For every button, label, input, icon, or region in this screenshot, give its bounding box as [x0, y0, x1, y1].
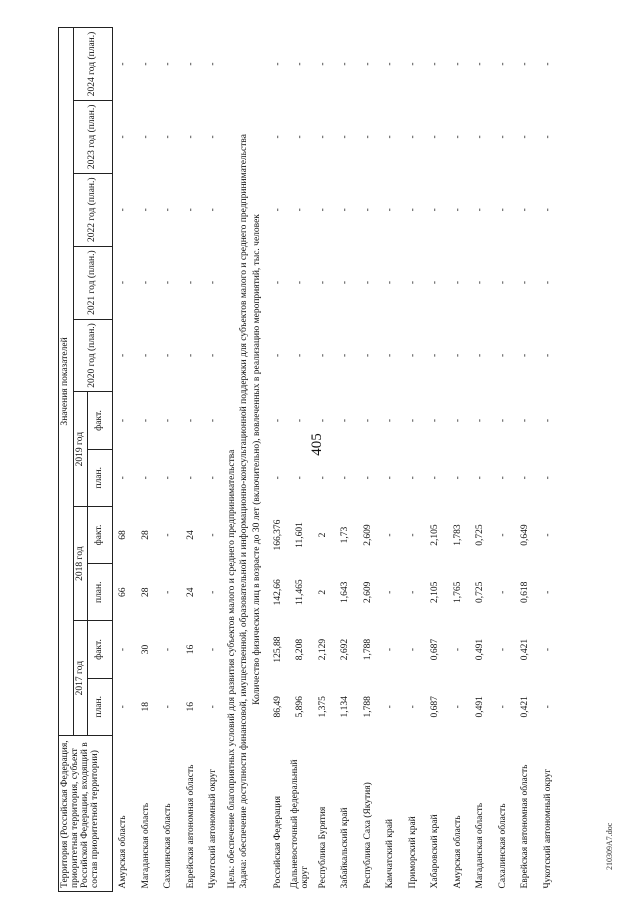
value-cell: 2,129: [317, 638, 328, 661]
year-2024-header: 2024 год (план.): [74, 28, 113, 101]
value-cell: -: [452, 281, 463, 285]
value-cell: -: [185, 353, 196, 358]
territory-name: Еврейская автономная область: [185, 764, 196, 889]
value-cell: -: [317, 135, 328, 139]
territory-name: Хабаровский край: [430, 814, 441, 889]
value-cell: -: [520, 418, 531, 423]
value-cell: -: [118, 705, 129, 709]
value-cell: -: [385, 208, 396, 212]
table-row: [181, 28, 204, 892]
value-cell: -: [542, 135, 553, 139]
value-cell: -: [385, 476, 396, 480]
value-cell: -: [208, 647, 219, 652]
table-row: [380, 28, 403, 892]
value-cell: -: [497, 62, 508, 66]
goal-section: [226, 28, 268, 892]
table-row: [158, 28, 181, 892]
value-cell: -: [340, 476, 351, 480]
value-cell: -: [407, 135, 418, 139]
value-cell: -: [475, 62, 486, 66]
value-cell: 1,783: [452, 524, 463, 546]
value-cell: -: [118, 647, 129, 652]
value-cell: 1,788: [362, 696, 373, 718]
value-cell: 8,208: [295, 638, 306, 661]
value-cell: -: [407, 590, 418, 594]
value-cell: -: [163, 353, 174, 358]
value-cell: -: [272, 281, 283, 285]
value-cell: 16: [185, 702, 196, 712]
value-cell: 2: [317, 589, 328, 595]
value-cell: -: [340, 418, 351, 423]
year-2020-header: 2020 год (план.): [74, 319, 113, 392]
territory-name: Дальневосточный федеральный округ: [290, 759, 311, 889]
value-cell: -: [163, 533, 174, 537]
value-cell: -: [497, 476, 508, 480]
value-cell: 2: [317, 532, 328, 538]
value-cell: -: [208, 418, 219, 423]
territory-name: Республика Бурятия: [317, 806, 328, 889]
value-cell: -: [475, 418, 486, 423]
value-cell: -: [407, 647, 418, 652]
value-cell: -: [340, 281, 351, 285]
value-cell: -: [295, 476, 306, 480]
values-group-header: Значения показателей: [59, 28, 74, 736]
value-cell: -: [140, 353, 151, 358]
value-cell: -: [208, 281, 219, 285]
value-cell: -: [362, 353, 373, 358]
value-cell: -: [140, 476, 151, 480]
year-2018-header: 2018 год: [74, 506, 88, 621]
indicator-table: [58, 27, 560, 892]
value-cell: 86,49: [272, 696, 283, 718]
value-cell: -: [385, 62, 396, 66]
value-cell: -: [385, 418, 396, 423]
value-cell: -: [272, 62, 283, 66]
value-cell: -: [362, 476, 373, 480]
value-cell: -: [385, 647, 396, 652]
value-cell: -: [542, 62, 553, 66]
value-cell: -: [163, 476, 174, 480]
territory-name: Амурская область: [452, 815, 463, 889]
value-cell: -: [118, 476, 129, 480]
value-cell: -: [497, 418, 508, 423]
value-cell: -: [407, 476, 418, 480]
table-row: [357, 28, 380, 892]
value-cell: -: [295, 62, 306, 66]
value-cell: -: [475, 476, 486, 480]
value-cell: -: [185, 208, 196, 212]
value-cell: -: [340, 208, 351, 212]
year-2021-header: 2021 год (план.): [74, 246, 113, 319]
value-cell: -: [520, 281, 531, 285]
value-cell: -: [118, 208, 129, 212]
value-cell: -: [317, 353, 328, 358]
table-row: [290, 28, 313, 892]
value-cell: -: [542, 705, 553, 709]
value-cell: -: [497, 705, 508, 709]
value-cell: 24: [185, 530, 196, 540]
value-cell: -: [118, 418, 129, 423]
table-row: [267, 28, 290, 892]
value-cell: 2,105: [430, 581, 441, 603]
value-cell: -: [430, 353, 441, 358]
territory-name: Республика Саха (Якутия): [362, 782, 373, 889]
value-cell: 66: [118, 587, 129, 597]
value-cell: -: [542, 208, 553, 212]
value-cell: 1,643: [340, 581, 351, 603]
value-cell: -: [317, 418, 328, 423]
fact-header: факт.: [88, 621, 113, 678]
value-cell: -: [163, 62, 174, 66]
task-text: Задача: обеспечение доступности финансовой, имущественной, образовательной и информационно-консультационной поддержки для субъектов малого и среднего предпринимательства: [238, 134, 249, 889]
value-cell: -: [475, 208, 486, 212]
value-cell: -: [340, 135, 351, 139]
value-cell: -: [430, 281, 441, 285]
value-cell: -: [520, 62, 531, 66]
value-cell: 68: [118, 530, 129, 540]
indicator-title: Количество физических лиц в возрасте до 30 лет (включительно), вовлеченных в реализацию мероприятий, тыс. человек: [252, 214, 263, 705]
value-cell: -: [140, 62, 151, 66]
value-cell: 0,421: [520, 696, 531, 718]
value-cell: -: [542, 418, 553, 423]
value-cell: 2,609: [362, 524, 373, 546]
value-cell: -: [185, 62, 196, 66]
value-cell: -: [520, 476, 531, 480]
value-cell: -: [163, 281, 174, 285]
territory-name: Сахалинская область: [497, 803, 508, 889]
value-cell: 0,687: [430, 696, 441, 718]
value-cell: 1,73: [340, 526, 351, 544]
value-cell: -: [407, 281, 418, 285]
table-row: [335, 28, 358, 892]
value-cell: -: [542, 281, 553, 285]
territory-name: Чукотский автономный округ: [208, 768, 219, 889]
value-cell: -: [340, 62, 351, 66]
value-cell: 11,601: [295, 522, 306, 548]
fact-header: факт.: [88, 506, 113, 563]
value-cell: -: [385, 590, 396, 594]
value-cell: -: [430, 135, 441, 139]
plan-header: план.: [88, 564, 113, 621]
year-2019-header: 2019 год: [74, 392, 88, 507]
territory-name: Магаданская область: [140, 802, 151, 889]
value-cell: -: [317, 281, 328, 285]
value-cell: -: [475, 135, 486, 139]
value-cell: -: [407, 705, 418, 709]
value-cell: -: [272, 418, 283, 423]
value-cell: -: [407, 533, 418, 537]
value-cell: -: [118, 62, 129, 66]
value-cell: 0,618: [520, 581, 531, 603]
value-cell: -: [452, 353, 463, 358]
territory-name: Российская Федерация: [272, 796, 283, 889]
value-cell: -: [208, 476, 219, 480]
value-cell: -: [430, 418, 441, 423]
value-cell: 0,649: [520, 524, 531, 546]
value-cell: 2,609: [362, 581, 373, 603]
value-cell: -: [520, 208, 531, 212]
value-cell: -: [407, 353, 418, 358]
value-cell: -: [118, 281, 129, 285]
value-cell: 142,66: [272, 579, 283, 606]
value-cell: -: [497, 533, 508, 537]
value-cell: -: [385, 353, 396, 358]
value-cell: -: [118, 135, 129, 139]
goal-text: Цель: обеспечение благоприятных условий для развития субъектов малого и среднего предпринимательства: [226, 449, 237, 889]
territory-name: Сахалинская область: [163, 803, 174, 889]
value-cell: -: [452, 476, 463, 480]
year-2017-header: 2017 год: [74, 621, 88, 736]
value-cell: -: [452, 62, 463, 66]
value-cell: -: [208, 135, 219, 139]
table-row: [312, 28, 335, 892]
value-cell: -: [295, 353, 306, 358]
value-cell: -: [362, 281, 373, 285]
value-cell: -: [163, 705, 174, 709]
table-header: [59, 28, 113, 892]
territory-name: Магаданская область: [475, 802, 486, 889]
document-code: 210309A7.doc: [605, 822, 614, 870]
territory-name: Приморский край: [407, 816, 418, 889]
value-cell: -: [317, 208, 328, 212]
value-cell: -: [497, 647, 508, 652]
table-body-bottom: [267, 28, 560, 892]
territory-name: Еврейская автономная область: [520, 764, 531, 889]
value-cell: 28: [140, 587, 151, 597]
value-cell: -: [163, 590, 174, 594]
value-cell: -: [295, 418, 306, 423]
value-cell: -: [317, 476, 328, 480]
value-cell: 125,88: [272, 636, 283, 663]
value-cell: -: [385, 135, 396, 139]
value-cell: -: [497, 353, 508, 358]
plan-header: план.: [88, 678, 113, 735]
value-cell: -: [497, 590, 508, 594]
fact-header: факт.: [88, 392, 113, 449]
value-cell: 0,687: [430, 638, 441, 661]
value-cell: -: [118, 353, 129, 358]
value-cell: 2,105: [430, 524, 441, 546]
value-cell: -: [385, 281, 396, 285]
value-cell: -: [452, 647, 463, 652]
value-cell: -: [430, 476, 441, 480]
value-cell: -: [475, 353, 486, 358]
value-cell: -: [272, 135, 283, 139]
value-cell: 1,765: [452, 581, 463, 603]
value-cell: -: [208, 62, 219, 66]
value-cell: 24: [185, 587, 196, 597]
value-cell: -: [295, 135, 306, 139]
value-cell: 0,725: [475, 581, 486, 603]
value-cell: -: [362, 62, 373, 66]
territory-column-header: Территория (Российская Федерация, приоритетная территория, субъект Российской Федерации, входящий в состав приоритетной территории): [59, 735, 113, 891]
value-cell: 18: [140, 702, 151, 712]
value-cell: 11,465: [295, 579, 306, 606]
territory-name: Чукотский автономный округ: [542, 768, 553, 889]
table-row: [113, 28, 136, 892]
value-cell: -: [542, 353, 553, 358]
plan-header: план.: [88, 449, 113, 506]
territory-name: Амурская область: [118, 815, 129, 889]
value-cell: -: [542, 590, 553, 594]
value-cell: -: [452, 705, 463, 709]
value-cell: 0,421: [520, 638, 531, 661]
table-row: [447, 28, 470, 892]
value-cell: -: [520, 135, 531, 139]
value-cell: -: [452, 135, 463, 139]
table-row: [402, 28, 425, 892]
value-cell: 0,491: [475, 696, 486, 718]
value-cell: -: [362, 208, 373, 212]
value-cell: -: [208, 590, 219, 594]
value-cell: -: [362, 418, 373, 423]
table-body-top: [113, 28, 226, 892]
value-cell: -: [163, 208, 174, 212]
value-cell: 30: [140, 644, 151, 655]
value-cell: -: [542, 647, 553, 652]
value-cell: -: [407, 62, 418, 66]
table-row: [492, 28, 515, 892]
value-cell: -: [542, 533, 553, 537]
value-cell: -: [185, 135, 196, 139]
value-cell: 28: [140, 530, 151, 540]
value-cell: 1,788: [362, 638, 373, 661]
value-cell: -: [497, 281, 508, 285]
value-cell: -: [385, 533, 396, 537]
value-cell: -: [385, 705, 396, 709]
value-cell: 2,692: [340, 638, 351, 661]
value-cell: -: [208, 353, 219, 358]
value-cell: -: [295, 208, 306, 212]
value-cell: 166,376: [272, 519, 283, 551]
value-cell: 0,491: [475, 638, 486, 661]
value-cell: -: [407, 208, 418, 212]
value-cell: -: [185, 418, 196, 423]
value-cell: -: [430, 62, 441, 66]
value-cell: 1,375: [317, 696, 328, 718]
page-number: 405: [308, 433, 325, 456]
value-cell: 5,896: [295, 696, 306, 718]
table-row: [470, 28, 493, 892]
value-cell: -: [163, 647, 174, 652]
value-cell: -: [163, 418, 174, 423]
year-2022-header: 2022 год (план.): [74, 173, 113, 246]
table-row: [203, 28, 226, 892]
value-cell: -: [185, 476, 196, 480]
table-row: [515, 28, 538, 892]
value-cell: -: [140, 208, 151, 212]
value-cell: 1,134: [340, 696, 351, 718]
value-cell: -: [208, 208, 219, 212]
value-cell: 16: [185, 644, 196, 655]
value-cell: -: [497, 208, 508, 212]
value-cell: -: [272, 353, 283, 358]
territory-name: Забайкальский край: [340, 807, 351, 889]
value-cell: -: [340, 353, 351, 358]
value-cell: -: [140, 418, 151, 423]
value-cell: -: [542, 476, 553, 480]
value-cell: -: [295, 281, 306, 285]
value-cell: -: [208, 533, 219, 537]
value-cell: -: [272, 208, 283, 212]
value-cell: -: [362, 135, 373, 139]
value-cell: 0,725: [475, 524, 486, 546]
value-cell: -: [475, 281, 486, 285]
value-cell: -: [140, 281, 151, 285]
value-cell: -: [452, 418, 463, 423]
value-cell: -: [407, 418, 418, 423]
value-cell: -: [430, 208, 441, 212]
value-cell: -: [497, 135, 508, 139]
year-2023-header: 2023 год (план.): [74, 100, 113, 173]
value-cell: -: [452, 208, 463, 212]
value-cell: -: [272, 476, 283, 480]
value-cell: -: [163, 135, 174, 139]
table-row: [425, 28, 448, 892]
territory-name: Камчатский край: [385, 819, 396, 889]
table-row: [537, 28, 560, 892]
value-cell: -: [317, 62, 328, 66]
value-cell: -: [208, 705, 219, 709]
value-cell: -: [140, 135, 151, 139]
value-cell: -: [520, 353, 531, 358]
rotated-table-sheet: [58, 27, 613, 892]
value-cell: -: [185, 281, 196, 285]
table-row: [136, 28, 159, 892]
